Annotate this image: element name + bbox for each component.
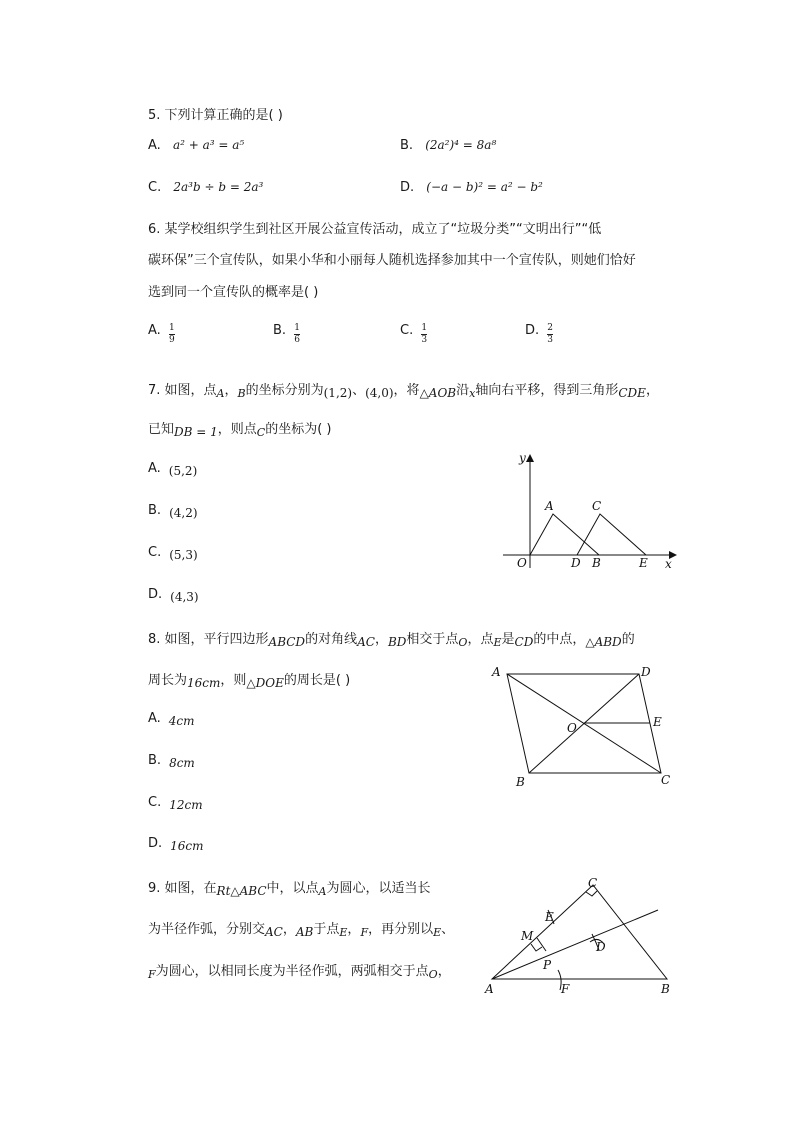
label-f: F [561,982,570,996]
q9-line1: 9. 如图，在Rt△ABC中，以点$_A$为圆心，以适当长 [148,881,431,898]
label-c: C [592,499,602,513]
q8-option-a[interactable]: A. 4cm [148,711,195,728]
option-expr: 2a³b ÷ b = 2a³ [173,180,264,194]
q6-option-a[interactable] [148,315,175,346]
label-d: D [641,665,651,679]
q8-option-b[interactable]: B. 8cm [148,753,195,770]
option-label: C. [400,323,414,338]
q7-option-c[interactable]: C. (5,3) [148,545,198,562]
q6-option-c[interactable] [400,315,427,346]
option-expr: a² + a³ = a⁵ [172,138,245,152]
q5-option-a[interactable] [148,138,244,153]
option-expr: (−a − b)² = a² − b² [426,180,543,194]
q9-triangle-figure [480,872,680,1000]
label-m: M [521,929,534,943]
q6-option-d[interactable] [525,315,553,346]
q8-line2: 周长为16cm，则△DOE的周长是( ) [148,673,351,690]
label-b: B [661,982,670,996]
label-p: P [543,958,552,972]
q7-line2: 已知DB = 1，则点$_C$的坐标为( ) [148,422,332,439]
q8-option-c[interactable]: C. 12cm [148,795,203,812]
q6-line1: 6. 某学校组织学生到社区开展公益宣传活动，成立了“垃圾分类”“文明出行”“低 [148,222,602,237]
option-fraction: $\frac{2}{3}$ [547,323,554,345]
label-x: x [665,557,672,571]
label-e: E [545,910,554,924]
right-angle-mark-c [586,891,597,896]
option-fraction: $\frac{1}{6}$ [294,323,300,345]
label-d: D [596,940,606,954]
q8-line1: 8. 如图，平行四边形ABCD的对角线AC，BD相交于点$_O$，点$_E$是CD的中点，△ABD的 [148,632,635,649]
label-o: O [517,556,527,570]
q5-option-b[interactable] [400,138,496,153]
label-b: B [516,775,525,789]
label-a: A [485,982,494,996]
label-o: O [567,721,577,735]
angle-bisector [492,910,658,979]
q6-line3: 选到同一个宣传队的概率是( ) [148,285,319,300]
option-label: D. [400,180,415,195]
q7-line1: 7. 如图，点$_A$，$_B$的坐标分别为(1,2)、(4,0)，将△AOB沿$_x$轴向右平移，得到三角形CDE， [148,383,659,400]
option-label: D. [525,323,540,338]
q8-option-d[interactable]: D. 16cm [148,836,204,853]
q6-line2: 碳环保”三个宣传队，如果小华和小丽每人随机选择参加其中一个宣传队，则她们恰好 [148,253,636,268]
option-label: B. [400,138,414,153]
option-label: C. [148,180,162,195]
label-c: C [661,773,671,787]
label-a: A [492,665,501,679]
option-label: A. [148,138,161,153]
label-e: E [653,715,662,729]
q5-option-d[interactable] [400,180,543,195]
q7-coordinate-figure [495,448,685,574]
label-b: B [592,556,601,570]
option-fraction: $\frac{1}{9}$ [168,323,175,345]
label-d: D [571,556,581,570]
option-label: A. [148,323,161,338]
label-a: A [545,499,554,513]
q7-option-d[interactable]: D. (4,3) [148,587,199,604]
q5-option-c[interactable] [148,180,263,195]
option-label: B. [273,323,287,338]
option-fraction: $\frac{1}{3}$ [421,323,428,345]
q9-line2: 为半径作弧，分别交AC，AB于点$_E$，$_F$，再分别以$_E$、 [148,922,455,939]
q8-parallelogram-figure [485,660,685,792]
q7-option-a[interactable]: A. (5,2) [148,461,198,478]
label-e: E [639,556,648,570]
triangle-abc [492,885,667,979]
right-angle-mark-m [531,944,542,951]
triangle-cde [577,514,646,555]
label-y: y [519,451,526,465]
q7-option-b[interactable]: B. (4,2) [148,503,198,520]
q6-option-b[interactable] [273,315,300,346]
label-c: C [588,876,598,890]
q5-stem: 5. 下列计算正确的是( ) [148,108,283,123]
option-expr: (2a²)⁴ = 8a⁸ [425,138,497,152]
q9-line3: $_F$为圆心，以相同长度为半径作弧，两弧相交于点$_O$， [148,964,451,981]
